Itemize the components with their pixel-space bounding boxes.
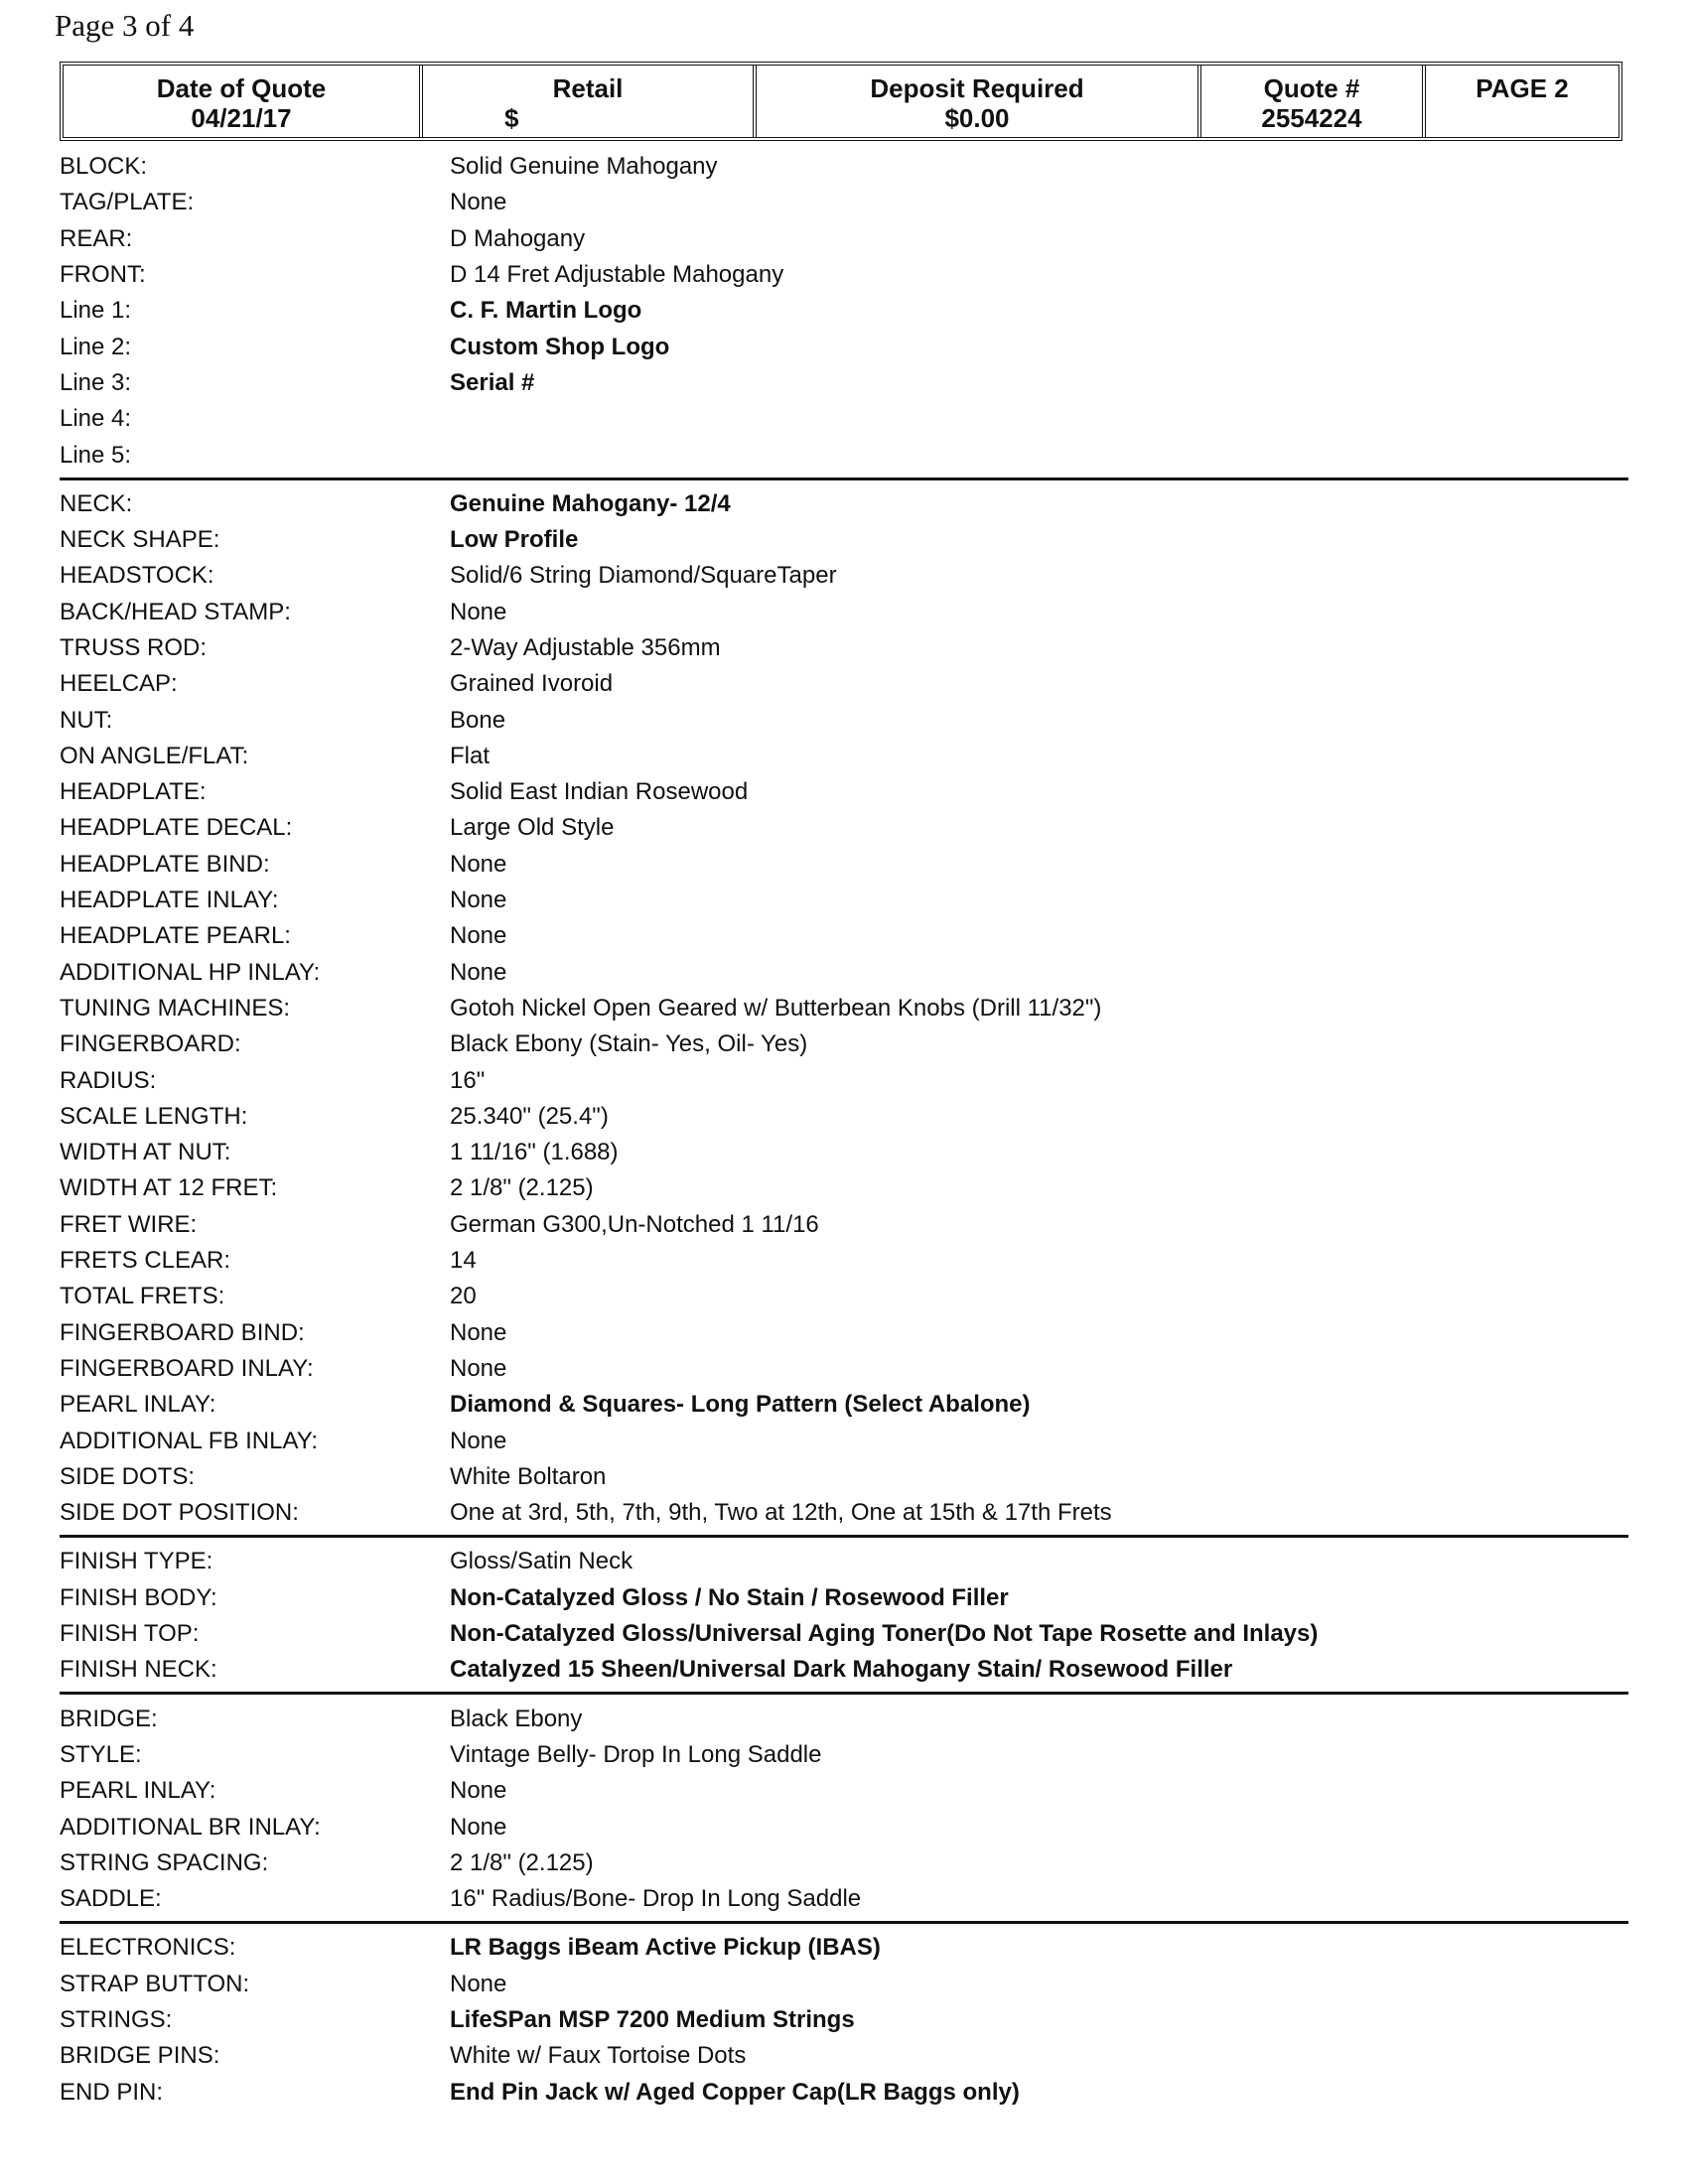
spec-row bbox=[60, 1279, 1628, 1314]
spec-value: 16" bbox=[450, 1066, 486, 1094]
spec-label: HEADPLATE INLAY: bbox=[60, 887, 279, 914]
spec-label: NECK: bbox=[60, 489, 133, 517]
spec-row bbox=[60, 1315, 1628, 1351]
spec-row bbox=[60, 1845, 1628, 1881]
spec-value: D Mahogany bbox=[450, 224, 586, 252]
quote-header-table bbox=[60, 62, 1622, 141]
spec-row bbox=[60, 2002, 1628, 2038]
spec-value: Diamond & Squares- Long Pattern (Select Abalone) bbox=[450, 1391, 1031, 1419]
spec-row bbox=[60, 630, 1628, 666]
spec-row bbox=[60, 293, 1628, 329]
spec-value: Catalyzed 15 Sheen/Universal Dark Mahogany Stain/ Rosewood Filler bbox=[450, 1656, 1233, 1684]
spec-label: FINISH TOP: bbox=[60, 1620, 200, 1648]
spec-value: 2-Way Adjustable 356mm bbox=[450, 634, 721, 661]
spec-row bbox=[60, 918, 1628, 954]
deposit-required-label: Deposit Required bbox=[870, 73, 1084, 103]
spec-value: Gloss/Satin Neck bbox=[450, 1548, 633, 1575]
spec-value: Vintage Belly- Drop In Long Saddle bbox=[450, 1740, 822, 1768]
spec-row bbox=[60, 1243, 1628, 1279]
spec-value: None bbox=[450, 1318, 507, 1346]
spec-row bbox=[60, 991, 1628, 1026]
retail-value: $ bbox=[504, 103, 519, 133]
spec-label: SCALE LENGTH: bbox=[60, 1102, 248, 1130]
spec-row bbox=[60, 1701, 1628, 1736]
spec-row bbox=[60, 1967, 1628, 2002]
spec-row bbox=[60, 1026, 1628, 1062]
spec-value: None bbox=[450, 1813, 507, 1841]
retail-label: Retail bbox=[552, 73, 624, 103]
spec-value: German G300,Un-Notched 1 11/16 bbox=[450, 1210, 819, 1238]
spec-value: Grained Ivoroid bbox=[450, 670, 614, 698]
spec-row bbox=[60, 739, 1628, 774]
spec-label: BLOCK: bbox=[60, 153, 148, 181]
spec-label: STYLE: bbox=[60, 1740, 142, 1768]
spec-label: ADDITIONAL BR INLAY: bbox=[60, 1813, 321, 1841]
spec-row bbox=[60, 883, 1628, 918]
page-cell-label: PAGE 2 bbox=[1476, 73, 1569, 103]
spec-row bbox=[60, 1616, 1628, 1652]
spec-row bbox=[60, 2074, 1628, 2110]
spec-label: HEADSTOCK: bbox=[60, 562, 214, 590]
spec-section bbox=[60, 1544, 1628, 1695]
spec-label: Line 2: bbox=[60, 333, 132, 360]
spec-value: Solid Genuine Mahogany bbox=[450, 153, 718, 181]
spec-label: FRONT: bbox=[60, 261, 146, 289]
spec-row bbox=[60, 702, 1628, 738]
spec-value: 1 11/16" (1.688) bbox=[450, 1139, 619, 1166]
spec-row bbox=[60, 2038, 1628, 2074]
spec-row bbox=[60, 1881, 1628, 1917]
spec-row bbox=[60, 1544, 1628, 1579]
deposit-required-value: $0.00 bbox=[944, 103, 1010, 133]
spec-label: REAR: bbox=[60, 224, 133, 252]
spec-label: Line 5: bbox=[60, 441, 132, 469]
spec-label: TOTAL FRETS: bbox=[60, 1283, 225, 1310]
spec-value: None bbox=[450, 1427, 507, 1454]
spec-value: Large Old Style bbox=[450, 814, 615, 842]
spec-row bbox=[60, 666, 1628, 702]
spec-row bbox=[60, 1809, 1628, 1844]
spec-row bbox=[60, 558, 1628, 594]
spec-row bbox=[60, 1459, 1628, 1495]
spec-value: Serial # bbox=[450, 368, 535, 396]
spec-label: HEADPLATE DECAL: bbox=[60, 814, 293, 842]
spec-row bbox=[60, 401, 1628, 437]
spec-value: Low Profile bbox=[450, 526, 579, 554]
spec-value: Solid East Indian Rosewood bbox=[450, 778, 749, 806]
spec-row bbox=[60, 365, 1628, 401]
spec-label: FINGERBOARD INLAY: bbox=[60, 1354, 314, 1382]
spec-label: ON ANGLE/FLAT: bbox=[60, 742, 249, 769]
spec-value: 20 bbox=[450, 1283, 477, 1310]
spec-row bbox=[60, 1170, 1628, 1206]
spec-label: TRUSS ROD: bbox=[60, 634, 208, 661]
spec-value: Non-Catalyzed Gloss/Universal Aging Toner(Do Not Tape Rosette and Inlays) bbox=[450, 1620, 1319, 1648]
spec-row bbox=[60, 1387, 1628, 1423]
spec-label: FINGERBOARD: bbox=[60, 1030, 241, 1058]
spec-row bbox=[60, 486, 1628, 522]
spec-section bbox=[60, 1701, 1628, 1924]
spec-value: End Pin Jack w/ Aged Copper Cap(LR Baggs only) bbox=[450, 2078, 1020, 2106]
spec-label: NECK SHAPE: bbox=[60, 526, 220, 554]
spec-value: Black Ebony bbox=[450, 1705, 583, 1732]
spec-value: Flat bbox=[450, 742, 491, 769]
spec-label: FINISH NECK: bbox=[60, 1656, 217, 1684]
retail-cell bbox=[423, 66, 757, 137]
spec-value: Solid/6 String Diamond/SquareTaper bbox=[450, 562, 837, 590]
spec-row bbox=[60, 774, 1628, 810]
spec-value: None bbox=[450, 887, 507, 914]
spec-value: LR Baggs iBeam Active Pickup (IBAS) bbox=[450, 1934, 881, 1962]
spec-value: 2 1/8" (2.125) bbox=[450, 1848, 594, 1876]
spec-label: STRAP BUTTON: bbox=[60, 1970, 250, 1997]
spec-label: BRIDGE: bbox=[60, 1705, 158, 1732]
spec-label: HEELCAP: bbox=[60, 670, 178, 698]
spec-label: FINISH BODY: bbox=[60, 1583, 217, 1611]
spec-value: None bbox=[450, 598, 507, 625]
spec-label: HEADPLATE PEARL: bbox=[60, 922, 291, 950]
spec-value: White Boltaron bbox=[450, 1462, 607, 1490]
spec-value: Black Ebony (Stain- Yes, Oil- Yes) bbox=[450, 1030, 808, 1058]
spec-value: None bbox=[450, 922, 507, 950]
spec-row bbox=[60, 1580, 1628, 1616]
spec-label: NUT: bbox=[60, 706, 113, 734]
spec-label: END PIN: bbox=[60, 2078, 164, 2106]
spec-value: One at 3rd, 5th, 7th, 9th, Two at 12th, One at 15th & 17th Frets bbox=[450, 1499, 1112, 1527]
spec-row bbox=[60, 1652, 1628, 1688]
spec-row bbox=[60, 1495, 1628, 1531]
date-of-quote-value: 04/21/17 bbox=[191, 103, 292, 133]
spec-value: None bbox=[450, 958, 507, 986]
spec-list bbox=[60, 149, 1628, 2120]
spec-value: 25.340" (25.4") bbox=[450, 1102, 609, 1130]
spec-row bbox=[60, 257, 1628, 293]
spec-value: White w/ Faux Tortoise Dots bbox=[450, 2042, 747, 2070]
spec-value: 2 1/8" (2.125) bbox=[450, 1174, 594, 1202]
spec-row bbox=[60, 329, 1628, 364]
spec-value: Genuine Mahogany- 12/4 bbox=[450, 489, 731, 517]
spec-label: Line 4: bbox=[60, 405, 132, 433]
spec-label: ELECTRONICS: bbox=[60, 1934, 236, 1962]
spec-label: FINISH TYPE: bbox=[60, 1548, 213, 1575]
spec-value: LifeSPan MSP 7200 Medium Strings bbox=[450, 2005, 855, 2033]
spec-value: None bbox=[450, 1354, 507, 1382]
spec-label: WIDTH AT NUT: bbox=[60, 1139, 231, 1166]
spec-label: HEADPLATE: bbox=[60, 778, 207, 806]
spec-row bbox=[60, 955, 1628, 991]
spec-label: STRING SPACING: bbox=[60, 1848, 269, 1876]
spec-value: None bbox=[450, 1777, 507, 1805]
spec-row bbox=[60, 810, 1628, 846]
spec-value: 16" Radius/Bone- Drop In Long Saddle bbox=[450, 1885, 862, 1913]
spec-label: ADDITIONAL FB INLAY: bbox=[60, 1427, 319, 1454]
spec-row bbox=[60, 1099, 1628, 1135]
spec-label: BACK/HEAD STAMP: bbox=[60, 598, 291, 625]
spec-value: None bbox=[450, 1970, 507, 1997]
spec-label: BRIDGE PINS: bbox=[60, 2042, 220, 2070]
spec-row bbox=[60, 847, 1628, 883]
spec-row bbox=[60, 522, 1628, 558]
spec-value: Non-Catalyzed Gloss / No Stain / Rosewood Filler bbox=[450, 1583, 1009, 1611]
spec-row bbox=[60, 1423, 1628, 1458]
spec-row bbox=[60, 1737, 1628, 1773]
spec-row bbox=[60, 185, 1628, 220]
spec-label: FINGERBOARD BIND: bbox=[60, 1318, 305, 1346]
spec-label: ADDITIONAL HP INLAY: bbox=[60, 958, 321, 986]
spec-label: Line 3: bbox=[60, 368, 132, 396]
spec-row bbox=[60, 595, 1628, 630]
spec-row bbox=[60, 1930, 1628, 1966]
spec-label: SIDE DOTS: bbox=[60, 1462, 196, 1490]
spec-label: SADDLE: bbox=[60, 1885, 162, 1913]
spec-value: Bone bbox=[450, 706, 506, 734]
spec-value: None bbox=[450, 189, 507, 216]
spec-row bbox=[60, 1351, 1628, 1387]
spec-row bbox=[60, 1207, 1628, 1243]
spec-value: Gotoh Nickel Open Geared w/ Butterbean Knobs (Drill 11/32") bbox=[450, 994, 1102, 1022]
spec-value: 14 bbox=[450, 1247, 477, 1275]
spec-label: TAG/PLATE: bbox=[60, 189, 195, 216]
deposit-required-cell bbox=[757, 66, 1201, 137]
page-cell bbox=[1426, 66, 1618, 137]
spec-label: STRINGS: bbox=[60, 2005, 173, 2033]
spec-label: PEARL INLAY: bbox=[60, 1391, 216, 1419]
spec-label: WIDTH AT 12 FRET: bbox=[60, 1174, 278, 1202]
spec-value: None bbox=[450, 850, 507, 878]
spec-value: Custom Shop Logo bbox=[450, 333, 670, 360]
spec-label: HEADPLATE BIND: bbox=[60, 850, 270, 878]
spec-label: RADIUS: bbox=[60, 1066, 157, 1094]
spec-label: FRET WIRE: bbox=[60, 1210, 198, 1238]
spec-row bbox=[60, 1062, 1628, 1098]
date-of-quote-cell bbox=[64, 66, 423, 137]
spec-label: PEARL INLAY: bbox=[60, 1777, 216, 1805]
spec-section bbox=[60, 1930, 1628, 2114]
spec-row bbox=[60, 149, 1628, 185]
spec-label: SIDE DOT POSITION: bbox=[60, 1499, 299, 1527]
spec-value: D 14 Fret Adjustable Mahogany bbox=[450, 261, 784, 289]
spec-section bbox=[60, 486, 1628, 1539]
spec-row bbox=[60, 437, 1628, 473]
date-of-quote-label: Date of Quote bbox=[156, 73, 327, 103]
spec-label: Line 1: bbox=[60, 297, 132, 325]
page-number: Page 3 of 4 bbox=[55, 8, 195, 43]
quote-number-cell bbox=[1201, 66, 1426, 137]
spec-row bbox=[60, 221, 1628, 257]
spec-row bbox=[60, 1135, 1628, 1170]
spec-label: FRETS CLEAR: bbox=[60, 1247, 231, 1275]
spec-value: C. F. Martin Logo bbox=[450, 297, 642, 325]
quote-number-value: 2554224 bbox=[1261, 103, 1362, 133]
spec-label: TUNING MACHINES: bbox=[60, 994, 291, 1022]
spec-section bbox=[60, 149, 1628, 480]
quote-number-label: Quote # bbox=[1263, 73, 1360, 103]
spec-row bbox=[60, 1773, 1628, 1809]
